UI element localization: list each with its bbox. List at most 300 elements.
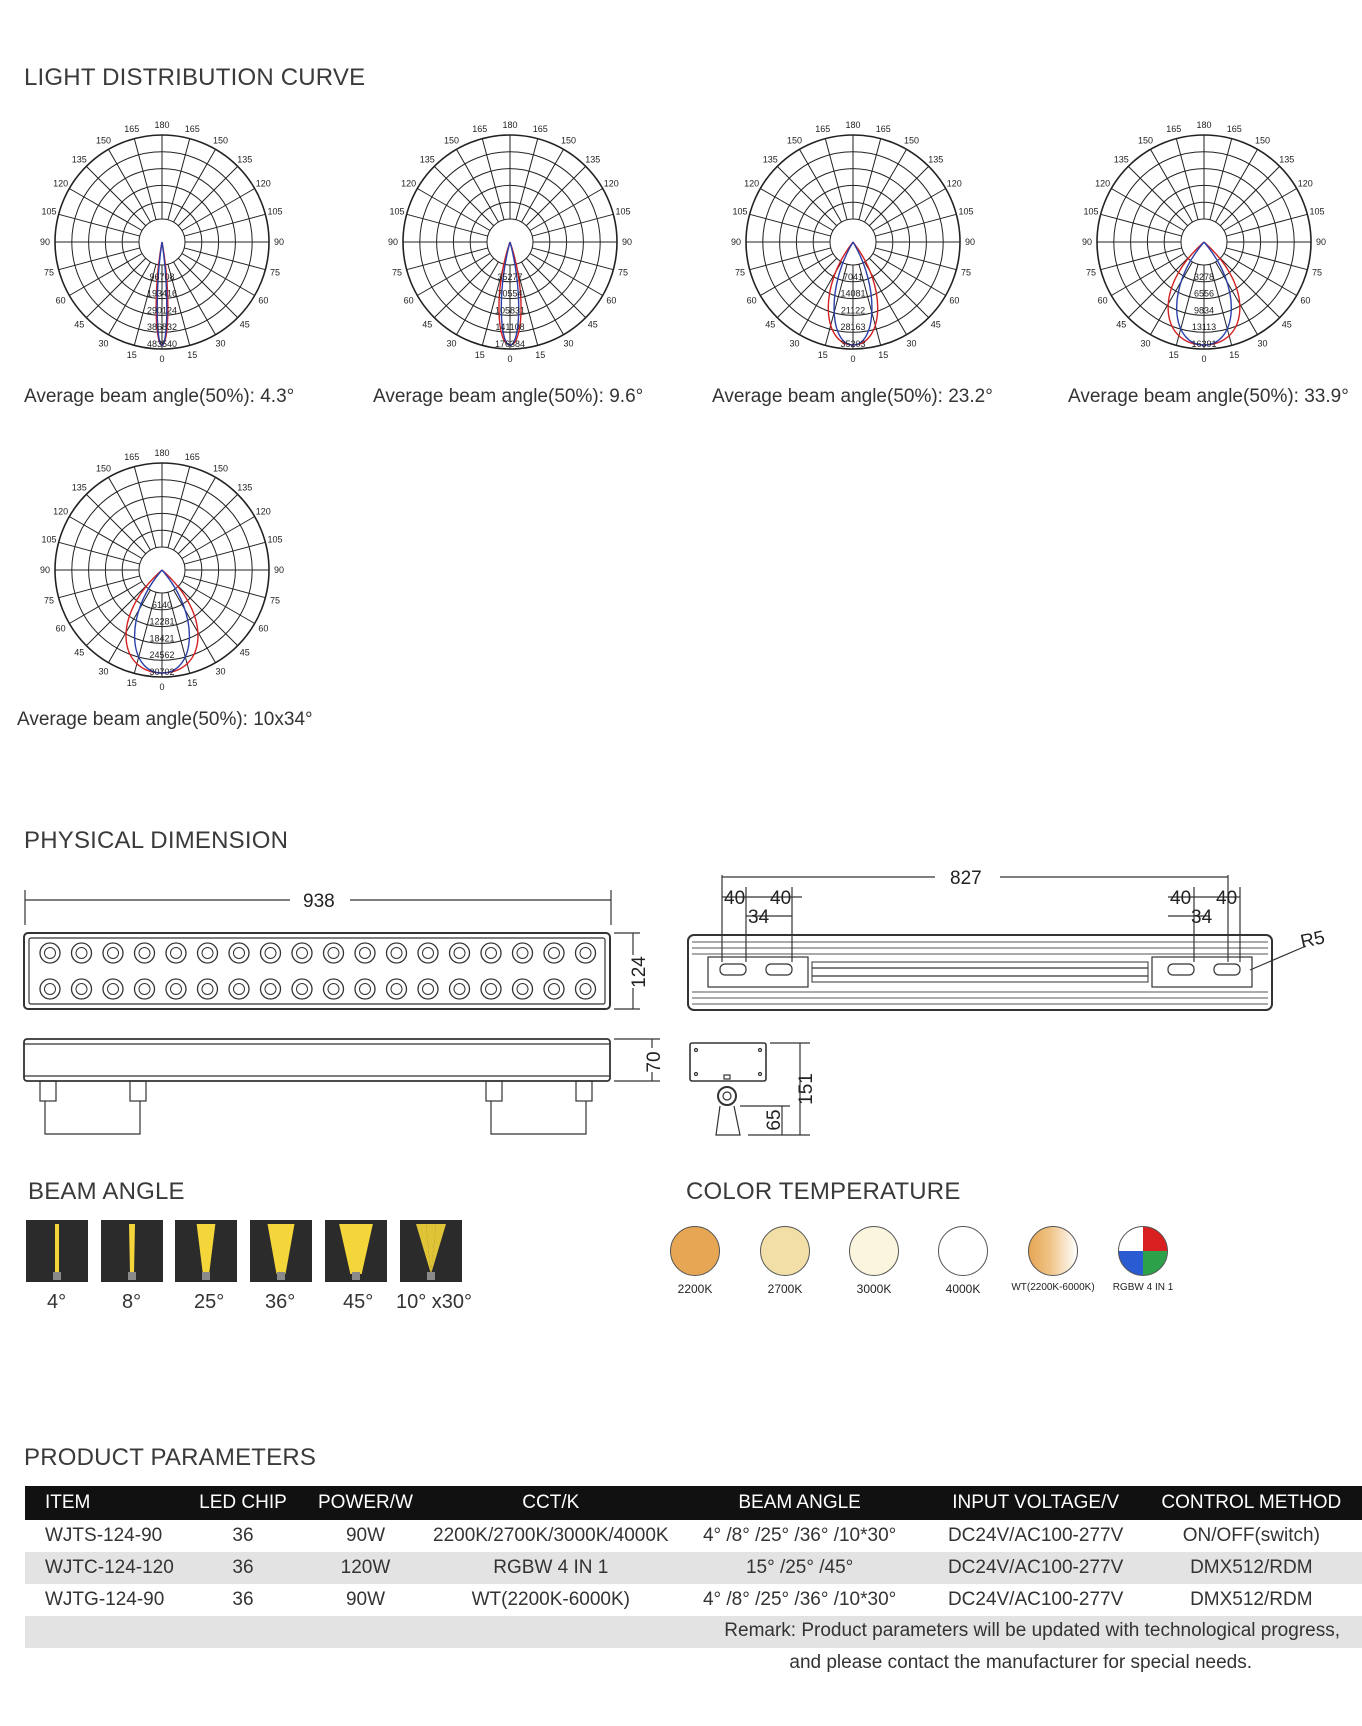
led-lens (40, 943, 60, 963)
polar-value-label: 386832 (146, 322, 178, 333)
polar-angle-label: 120 (1297, 178, 1313, 189)
led-lens-inner (580, 984, 591, 995)
polar-angle-label: 30 (98, 338, 109, 349)
led-lens (324, 979, 344, 999)
polar-angle-label: 135 (585, 154, 601, 165)
polar-angle-label: 165 (532, 123, 548, 134)
led-lens-inner (45, 984, 56, 995)
polar-angle-label: 45 (74, 319, 85, 330)
polar-angle-label: 105 (41, 534, 57, 545)
polar-angle-label: 120 (53, 178, 69, 189)
led-lens (166, 979, 186, 999)
col-input-voltage: INPUT VOLTAGE/V (931, 1486, 1141, 1520)
polar-value-label: 16391 (1191, 339, 1217, 349)
beam-caption-3: Average beam angle(50%): 23.2° (712, 386, 993, 407)
polar-angle-label: 105 (1309, 206, 1325, 217)
polar-angle-label: 60 (1300, 295, 1311, 306)
polar-value-label: 9834 (1193, 305, 1215, 316)
polar-value-label: 35203 (840, 339, 866, 349)
led-lens (292, 979, 312, 999)
led-lens-inner (108, 984, 119, 995)
polar-angle-label: 60 (403, 295, 414, 306)
dim-bracket-height: 65 (764, 1109, 785, 1131)
led-lens-inner (549, 984, 560, 995)
polar-angle-label: 105 (615, 206, 631, 217)
color-temp-label: 4000K (945, 1282, 981, 1296)
dim-hole-b-right: 40 (1216, 888, 1238, 909)
polar-angle-label: 0 (1201, 354, 1207, 364)
table-cell: 36 (232, 1525, 254, 1546)
led-lens-inner (139, 984, 150, 995)
color-temp-swatch (1028, 1226, 1078, 1276)
led-lens (261, 943, 281, 963)
polar-value-label: 96708 (149, 271, 175, 282)
heading-color-temperature: COLOR TEMPERATURE (686, 1178, 961, 1205)
led-lens (576, 979, 596, 999)
polar-angle-label: 150 (1137, 135, 1154, 146)
polar-angle-label: 45 (1116, 319, 1127, 330)
polar-angle-label: 105 (958, 206, 974, 217)
polar-angle-label: 165 (1166, 123, 1182, 134)
led-lens (450, 943, 470, 963)
polar-value-label: 193416 (146, 288, 178, 299)
led-lens (355, 979, 375, 999)
polar-angle-label: 75 (734, 267, 745, 278)
led-lens (40, 979, 60, 999)
color-temp-swatch (1118, 1226, 1168, 1276)
beam-angle-icon (325, 1220, 387, 1282)
led-lens-inner (265, 948, 276, 959)
dim-hole-b-left: 40 (770, 888, 792, 909)
polar-angle-label: 45 (930, 319, 941, 330)
polar-angle-label: 75 (270, 595, 281, 606)
beam-caption-2: Average beam angle(50%): 9.6° (373, 386, 644, 407)
polar-angle-label: 30 (98, 666, 109, 677)
polar-angle-label: 45 (587, 319, 598, 330)
polar-value-label: 6556 (1193, 288, 1215, 299)
beam-angle-label: 10° x30° (396, 1291, 473, 1313)
polar-angle-label: 75 (391, 267, 402, 278)
table-cell: 15° /25° /45° (669, 1552, 931, 1584)
polar-angle-label: 120 (401, 178, 417, 189)
table-cell: ON/OFF(switch) (1182, 1525, 1320, 1546)
led-lens (544, 979, 564, 999)
polar-value-label: 70554 (497, 288, 523, 299)
col-cct: CCT/K (433, 1486, 669, 1520)
polar-angle-label: 90 (621, 237, 633, 247)
polar-angle-label: 90 (387, 237, 399, 247)
led-lens-inner (549, 948, 560, 959)
polar-angle-label: 120 (603, 178, 619, 189)
polar-angle-label: 90 (1315, 237, 1327, 247)
polar-angle-label: 105 (1083, 206, 1099, 217)
table-cell: DC24V/AC100-277V (947, 1589, 1124, 1610)
led-lens-inner (391, 948, 402, 959)
polar-value-label: 28163 (840, 322, 866, 333)
polar-angle-label: 105 (41, 206, 57, 217)
polar-angle-label: 105 (389, 206, 405, 217)
polar-angle-label: 165 (815, 123, 831, 134)
polar-angle-label: 75 (1312, 267, 1323, 278)
led-lens (72, 979, 92, 999)
beam-angle-icon (250, 1220, 312, 1282)
polar-angle-label: 135 (419, 154, 435, 165)
col-beam-angle: BEAM ANGLE (669, 1486, 931, 1520)
polar-angle-label: 135 (1113, 154, 1129, 165)
polar-angle-label: 120 (53, 506, 69, 517)
polar-angle-label: 150 (903, 135, 920, 146)
beam-angle-label: 36° (265, 1291, 296, 1313)
polar-value-label: 21122 (840, 305, 866, 316)
dim-radius: R5 (1298, 927, 1327, 953)
led-lens-inner (454, 984, 465, 995)
polar-angle-label: 120 (744, 178, 760, 189)
table-cell: WT(2200K-6000K) (471, 1589, 630, 1610)
polar-angle-label: 90 (273, 237, 285, 247)
led-lens-inner (328, 984, 339, 995)
led-lens (481, 979, 501, 999)
polar-value-label: 12281 (149, 616, 175, 627)
polar-angle-label: 135 (237, 482, 253, 493)
led-lens (387, 979, 407, 999)
polar-angle-label: 165 (875, 123, 891, 134)
polar-value-label: 290124 (146, 305, 178, 316)
polar-angle-label: 15 (1168, 350, 1179, 361)
polar-angle-label: 30 (789, 338, 800, 349)
polar-angle-label: 0 (159, 354, 165, 364)
dim-height-front: 124 (629, 956, 650, 988)
polar-angle-label: 135 (237, 154, 253, 165)
led-lens-inner (76, 984, 87, 995)
led-lens (135, 943, 155, 963)
table-cell: 90W (345, 1589, 386, 1610)
polar-angle-label: 45 (239, 319, 250, 330)
polar-value-label: 35277 (497, 271, 523, 282)
led-lens-inner (328, 948, 339, 959)
polar-angle-label: 180 (154, 120, 170, 130)
led-lens-inner (454, 948, 465, 959)
dim-length: 938 (303, 891, 335, 912)
polar-angle-label: 15 (878, 350, 889, 361)
polar-angle-label: 180 (502, 120, 518, 130)
polar-angle-label: 90 (1081, 237, 1093, 247)
beam-caption-4: Average beam angle(50%): 33.9° (1068, 386, 1349, 407)
dim-side-height: 151 (796, 1073, 817, 1105)
polar-angle-label: 120 (946, 178, 962, 189)
polar-angle-label: 90 (39, 237, 51, 247)
led-lens (72, 943, 92, 963)
polar-angle-label: 75 (43, 267, 54, 278)
polar-angle-label: 60 (1097, 295, 1108, 306)
led-lens (418, 943, 438, 963)
dim-hole-c-left: 34 (748, 907, 770, 928)
polar-angle-label: 15 (817, 350, 828, 361)
polar-angle-label: 150 (95, 135, 112, 146)
polar-angle-label: 60 (949, 295, 960, 306)
polar-value-label: 24562 (149, 650, 175, 661)
led-lens (166, 943, 186, 963)
polar-angle-label: 75 (270, 267, 281, 278)
polar-angle-label: 90 (273, 565, 285, 575)
led-lens (481, 943, 501, 963)
table-cell: 2200K/2700K/3000K/4000K (433, 1525, 669, 1546)
polar-angle-label: 135 (1279, 154, 1295, 165)
color-temp-swatch (670, 1226, 720, 1276)
polar-value-label: 176384 (494, 339, 526, 349)
polar-angle-label: 150 (212, 463, 229, 474)
table-cell: DC24V/AC100-277V (931, 1552, 1141, 1584)
polar-angle-label: 45 (239, 647, 250, 658)
polar-angle-label: 60 (258, 623, 269, 634)
polar-angle-label: 15 (535, 350, 546, 361)
table-cell: RGBW 4 IN 1 (433, 1552, 669, 1584)
led-lens-inner (234, 984, 245, 995)
beam-angle-label: 8° (122, 1291, 142, 1313)
color-temp-label: 3000K (856, 1282, 892, 1296)
polar-angle-label: 150 (95, 463, 112, 474)
polar-angle-label: 30 (215, 666, 226, 677)
polar-angle-label: 15 (126, 678, 137, 689)
polar-angle-label: 150 (1254, 135, 1271, 146)
table-row (25, 1552, 1362, 1584)
dim-mount-spacing: 827 (950, 868, 982, 889)
led-lens-inner (76, 948, 87, 959)
led-lens-inner (171, 984, 182, 995)
polar-value-label: 14081 (840, 288, 866, 299)
polar-angle-label: 0 (507, 354, 513, 364)
polar-value-label: 18421 (149, 633, 175, 644)
led-lens-inner (45, 948, 56, 959)
led-lens (418, 979, 438, 999)
table-cell: WJTC-124-120 (25, 1552, 188, 1584)
polar-angle-label: 105 (267, 534, 283, 545)
polar-value-label: 141108 (495, 322, 525, 333)
polar-angle-label: 150 (786, 135, 803, 146)
beam-angle-icon (175, 1220, 237, 1282)
led-lens-inner (202, 948, 213, 959)
led-lens (103, 979, 123, 999)
polar-angle-label: 180 (154, 448, 170, 458)
polar-angle-label: 135 (762, 154, 778, 165)
polar-angle-label: 90 (964, 237, 976, 247)
col-led-chip: LED CHIP (188, 1486, 298, 1520)
polar-angle-label: 165 (472, 123, 488, 134)
polar-value-label: 7041 (842, 271, 864, 282)
beam-angle-label: 4° (47, 1291, 67, 1313)
polar-angle-label: 60 (55, 295, 66, 306)
table-cell: 36 (232, 1589, 254, 1610)
polar-angle-label: 60 (258, 295, 269, 306)
table-cell: DC24V/AC100-277V (947, 1525, 1124, 1546)
polar-angle-label: 165 (1226, 123, 1242, 134)
table-cell: 4° /8° /25° /36° /10*30° (702, 1589, 897, 1610)
polar-angle-label: 75 (43, 595, 54, 606)
led-lens (229, 943, 249, 963)
polar-value-label: 105831 (494, 305, 526, 316)
color-temp-label: RGBW 4 IN 1 (1112, 1282, 1174, 1293)
polar-value-label: 6140 (151, 599, 173, 610)
table-cell: WJTG-124-90 (45, 1589, 165, 1610)
led-lens (292, 943, 312, 963)
color-temp-swatch (849, 1226, 899, 1276)
polar-angle-label: 165 (184, 123, 200, 134)
table-row (25, 1520, 1362, 1552)
dim-hole-a-left: 40 (724, 888, 746, 909)
led-lens (103, 943, 123, 963)
led-lens-inner (234, 948, 245, 959)
led-lens (576, 943, 596, 963)
beam-caption-5: Average beam angle(50%): 10x34° (17, 709, 313, 730)
polar-angle-label: 15 (126, 350, 137, 361)
polar-angle-label: 30 (1140, 338, 1151, 349)
led-lens-inner (171, 948, 182, 959)
col-control-method: CONTROL METHOD (1141, 1486, 1362, 1520)
beam-caption-1: Average beam angle(50%): 4.3° (24, 386, 295, 407)
table-cell: WJTS-124-90 (45, 1525, 163, 1546)
led-lens (135, 979, 155, 999)
dim-hole-a-right: 40 (1170, 888, 1192, 909)
polar-angle-label: 15 (187, 350, 198, 361)
beam-angle-icon (400, 1220, 462, 1282)
polar-angle-label: 135 (71, 154, 87, 165)
led-array (40, 943, 596, 999)
polar-angle-label: 90 (39, 565, 51, 575)
led-lens-inner (423, 948, 434, 959)
heading-physical-dimension: PHYSICAL DIMENSION (24, 827, 289, 854)
polar-angle-label: 165 (124, 123, 140, 134)
led-lens (387, 943, 407, 963)
color-temp-swatch (760, 1226, 810, 1276)
led-lens (513, 943, 533, 963)
polar-angle-label: 30 (1257, 338, 1268, 349)
color-temp-label: 2700K (767, 1282, 803, 1296)
heading-product-parameters: PRODUCT PARAMETERS (24, 1444, 317, 1471)
polar-angle-label: 120 (1095, 178, 1111, 189)
polar-angle-label: 150 (560, 135, 577, 146)
polar-angle-label: 135 (928, 154, 944, 165)
dim-hole-c-right: 34 (1191, 907, 1213, 928)
polar-angle-label: 120 (255, 506, 271, 517)
led-lens-inner (486, 948, 497, 959)
led-lens-inner (391, 984, 402, 995)
polar-angle-label: 75 (961, 267, 972, 278)
polar-angle-label: 180 (845, 120, 861, 130)
color-temp-swatch (938, 1226, 988, 1276)
polar-angle-label: 45 (765, 319, 776, 330)
beam-angle-icon (101, 1220, 163, 1282)
polar-angle-label: 150 (212, 135, 229, 146)
polar-angle-label: 90 (730, 237, 742, 247)
table-header-row (25, 1486, 1362, 1520)
polar-angle-label: 15 (474, 350, 485, 361)
polar-angle-label: 30 (215, 338, 226, 349)
polar-angle-label: 150 (443, 135, 460, 146)
table-cell: 4° /8° /25° /36° /10*30° (702, 1525, 897, 1546)
led-lens (324, 943, 344, 963)
polar-angle-label: 75 (618, 267, 629, 278)
led-lens-inner (108, 948, 119, 959)
polar-angle-label: 30 (563, 338, 574, 349)
led-lens-inner (202, 984, 213, 995)
polar-value-label: 483540 (146, 339, 178, 349)
led-lens-inner (517, 984, 528, 995)
polar-angle-label: 60 (55, 623, 66, 634)
polar-angle-label: 120 (255, 178, 271, 189)
polar-angle-label: 0 (850, 354, 856, 364)
polar-angle-label: 135 (71, 482, 87, 493)
table-row (25, 1584, 1362, 1616)
led-lens (261, 979, 281, 999)
polar-angle-label: 45 (74, 647, 85, 658)
polar-value-label: 3278 (1193, 271, 1215, 282)
color-temp-label: 2200K (677, 1282, 713, 1296)
table-cell: 120W (298, 1552, 433, 1584)
led-lens (355, 943, 375, 963)
product-parameters-table (25, 1486, 1362, 1616)
led-lens (513, 979, 533, 999)
led-lens-inner (297, 984, 308, 995)
polar-angle-label: 105 (732, 206, 748, 217)
led-lens-inner (360, 948, 371, 959)
polar-angle-label: 30 (446, 338, 457, 349)
table-cell: DMX512/RDM (1141, 1552, 1362, 1584)
polar-angle-label: 165 (184, 451, 200, 462)
polar-angle-label: 60 (746, 295, 757, 306)
table-cell: 36 (188, 1552, 298, 1584)
table-cell: DMX512/RDM (1190, 1589, 1313, 1610)
led-lens (229, 979, 249, 999)
beam-angle-icon (26, 1220, 88, 1282)
polar-angle-label: 180 (1196, 120, 1212, 130)
col-power: POWER/W (298, 1486, 433, 1520)
polar-angle-label: 15 (187, 678, 198, 689)
led-lens (198, 979, 218, 999)
polar-value-label: 30702 (149, 667, 175, 677)
remark-line-1: Remark: Product parameters will be updated with technological progress, (724, 1620, 1340, 1641)
polar-angle-label: 45 (1281, 319, 1292, 330)
beam-angle-label: 25° (194, 1291, 225, 1313)
polar-angle-label: 45 (422, 319, 433, 330)
polar-angle-label: 0 (159, 682, 165, 692)
led-lens-inner (580, 948, 591, 959)
polar-angle-label: 105 (267, 206, 283, 217)
led-lens (198, 943, 218, 963)
remark-line-2: and please contact the manufacturer for special needs. (789, 1652, 1252, 1673)
led-lens (544, 943, 564, 963)
polar-value-label: 13113 (1191, 322, 1217, 333)
led-lens-inner (517, 948, 528, 959)
led-lens-inner (297, 948, 308, 959)
polar-angle-label: 30 (906, 338, 917, 349)
heading-beam-angle: BEAM ANGLE (28, 1178, 185, 1205)
col-item: ITEM (25, 1486, 188, 1520)
heading-light-distribution: LIGHT DISTRIBUTION CURVE (24, 64, 366, 91)
led-lens (450, 979, 470, 999)
dim-height-side: 70 (644, 1051, 665, 1073)
polar-angle-label: 60 (606, 295, 617, 306)
polar-angle-label: 165 (124, 451, 140, 462)
led-lens-inner (360, 984, 371, 995)
led-lens-inner (265, 984, 276, 995)
led-lens-inner (139, 948, 150, 959)
table-cell: 90W (345, 1525, 386, 1546)
led-lens-inner (423, 984, 434, 995)
led-lens-inner (486, 984, 497, 995)
beam-angle-label: 45° (343, 1291, 374, 1313)
polar-angle-label: 75 (1085, 267, 1096, 278)
color-temp-label: WT(2200K-6000K) (1011, 1282, 1095, 1293)
polar-angle-label: 15 (1229, 350, 1240, 361)
